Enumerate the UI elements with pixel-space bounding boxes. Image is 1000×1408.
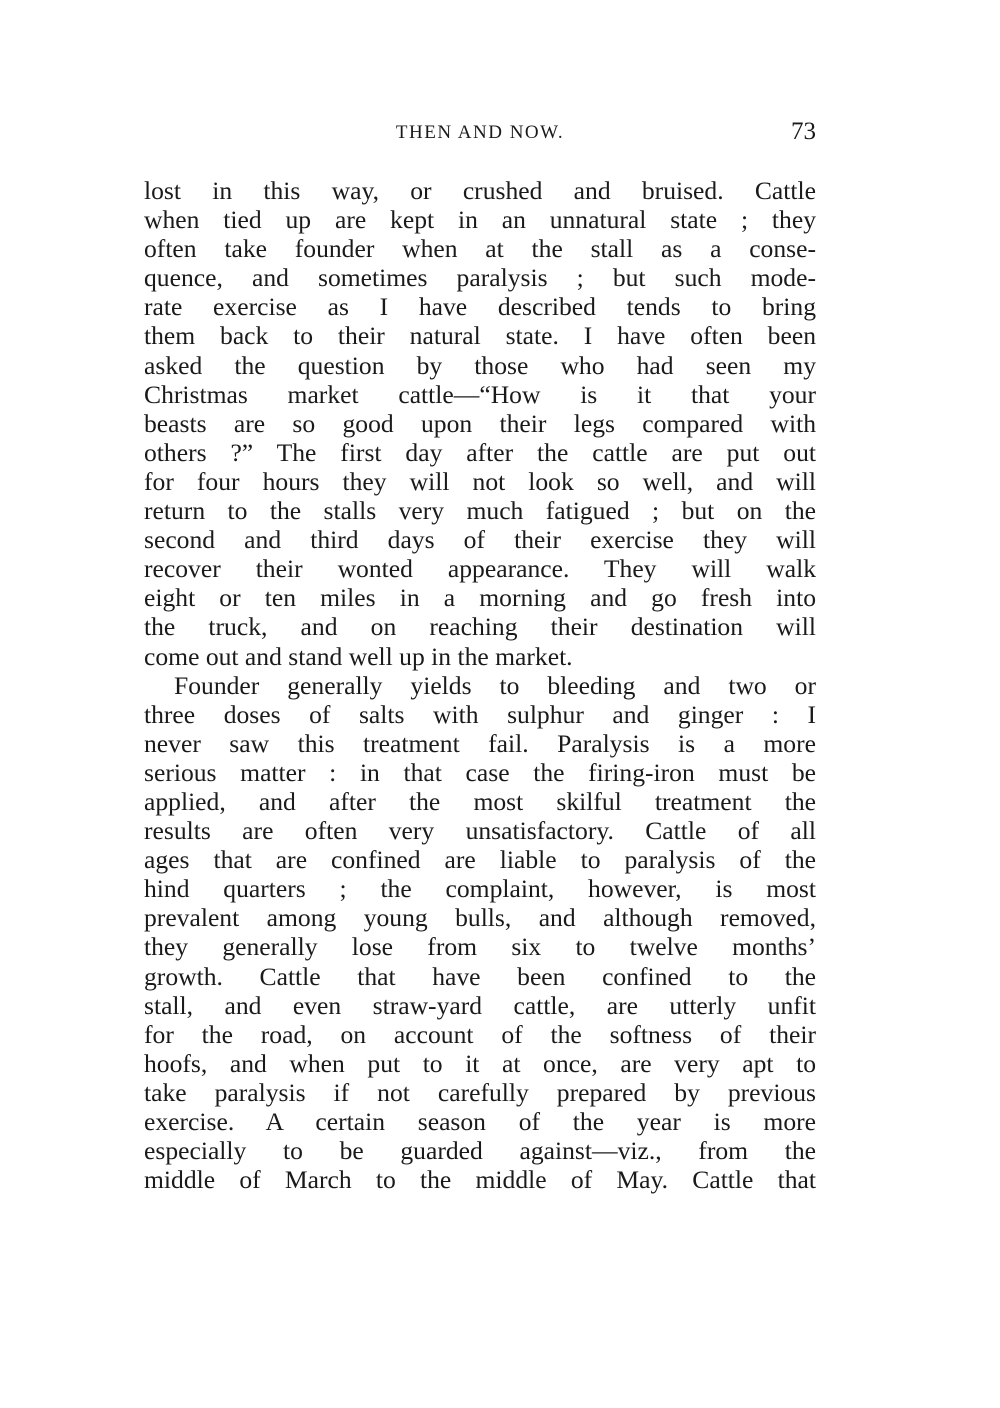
text-line: them back to their natural state. I have often been [144,321,816,351]
text-line: prevalent among young bulls, and although removed, [144,903,816,933]
text-line: for four hours they will not look so well, and will [144,466,816,496]
text-line: Christmas market cattle—“How is it that your [144,379,816,409]
text-line: often take founder when at the stall as a conse- [144,234,816,264]
text-line: beasts are so good upon their legs compared with [144,408,816,438]
text-line: recover their wonted appearance. They will walk [144,554,816,584]
text-line: results are often very unsatisfactory. Cattle of all [144,816,816,846]
text-line: the truck, and on reaching their destination will [144,612,816,642]
running-title: THEN AND NOW. [395,122,565,143]
text-line: lost in this way, or crushed and bruised. Cattle [144,176,816,205]
text-line: serious matter : in that case the firing-iron must be [144,757,816,787]
text-line: second and third days of their exercise they will [144,525,816,555]
page-number: 73 [791,118,816,145]
text-line: rate exercise as I have described tends to bring [144,292,816,322]
text-line: they generally lose from six to twelve months’ [144,932,816,962]
text-line: for the road, on account of the softness of their [144,1019,816,1049]
text-line: come out and stand well up in the market. [144,641,573,671]
text-line: never saw this treatment fail. Paralysis is a more [144,728,816,758]
text-line: especially to be guarded against—viz., from the [144,1136,816,1166]
text-line: quence, and sometimes paralysis ; but such mode- [144,263,816,293]
running-head [144,118,816,152]
text-line: applied, and after the most skilful treatment the [144,786,816,816]
text-line: stall, and even straw-yard cattle, are utterly unfit [144,990,816,1020]
body-text [144,176,816,1194]
text-line: eight or ten miles in a morning and go fresh into [144,583,816,613]
text-line: asked the question by those who had seen my [144,350,816,380]
text-line: middle of March to the middle of May. Cattle that [144,1165,816,1195]
text-line: return to the stalls very much fatigued ; but on the [144,496,816,526]
text-line: take paralysis if not carefully prepared by previous [144,1077,816,1107]
text-line: three doses of salts with sulphur and ginger : I [144,699,816,729]
text-line: Founder generally yields to bleeding and two or [174,670,816,700]
text-line: ages that are confined are liable to paralysis of the [144,845,816,875]
text-line: exercise. A certain season of the year is more [144,1107,816,1136]
text-line: hind quarters ; the complaint, however, is most [144,874,816,904]
text-line: others ?” The first day after the cattle are put out [144,437,816,467]
text-line: growth. Cattle that have been confined to the [144,961,816,991]
text-line: hoofs, and when put to it at once, are very apt to [144,1048,816,1078]
text-line: when tied up are kept in an unnatural state ; they [144,205,816,235]
